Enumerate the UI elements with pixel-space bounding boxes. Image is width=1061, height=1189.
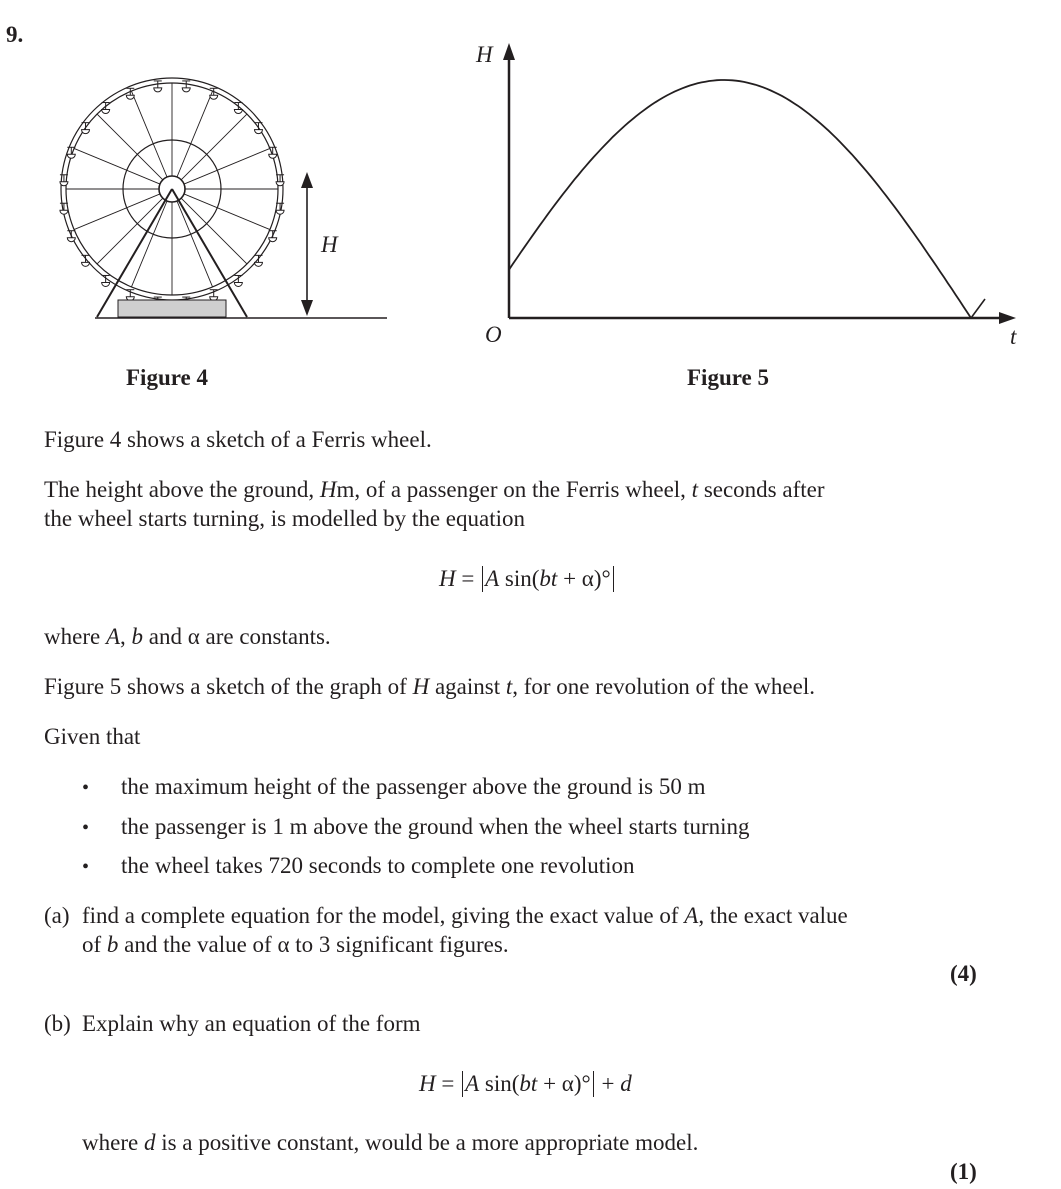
part-b-label: (b) <box>44 1011 71 1036</box>
part-a-marks: (4) <box>950 961 977 986</box>
wheel-spoke <box>131 201 167 287</box>
wheel-spoke <box>177 201 213 287</box>
bullet-marker-3: • <box>82 856 90 878</box>
origin-label: O <box>485 322 502 347</box>
wheel-spoke <box>184 194 270 230</box>
gondola-icon <box>182 81 190 92</box>
figure-5-graph <box>440 30 1040 360</box>
figure-4-caption: Figure 4 <box>126 365 208 390</box>
paragraph-constants: where A, b and α are constants. <box>44 624 331 649</box>
wheel-spoke <box>181 198 247 264</box>
gondola-icon <box>154 81 162 92</box>
question-number: 9. <box>6 22 24 47</box>
equation-1: H = A sin(bt + α)° <box>439 566 616 592</box>
bullet-item-1: the maximum height of the passenger above the ground is 50 m <box>121 774 706 799</box>
gondola-icon <box>102 275 110 286</box>
figure-5-caption: Figure 5 <box>687 365 769 390</box>
height-arrow-up-head <box>301 172 313 188</box>
part-a-label: (a) <box>44 903 70 928</box>
part-a-line2: of b and the value of α to 3 significant figures. <box>82 932 509 957</box>
wheel-spoke <box>181 114 247 180</box>
paragraph-height-line2: the wheel starts turning, is modelled by the equation <box>44 506 525 531</box>
H-curve <box>509 80 971 318</box>
paragraph-height-line1: The height above the ground, Hm, of a passenger on the Ferris wheel, t seconds after <box>44 477 825 502</box>
y-axis-label: H <box>476 42 493 67</box>
wheel-spoke <box>97 114 163 180</box>
gondola-icon <box>269 231 277 242</box>
part-b-line1: Explain why an equation of the form <box>82 1011 421 1036</box>
part-b-marks: (1) <box>950 1159 977 1184</box>
gondola-icon <box>82 255 90 266</box>
bullet-marker-2: • <box>82 817 90 839</box>
x-axis-label: t <box>1010 324 1017 349</box>
gondola-icon <box>254 255 262 266</box>
wheel-platform <box>118 300 226 317</box>
curve-end-tick <box>971 299 985 318</box>
wheel-spoke <box>177 91 213 177</box>
gondola-icon <box>126 290 134 301</box>
x-axis-arrowhead <box>999 312 1016 324</box>
paragraph-figure4-intro: Figure 4 shows a sketch of a Ferris wheel. <box>44 427 432 452</box>
wheel-spoke <box>131 91 167 177</box>
part-b-line2: where d is a positive constant, would be a more appropriate model. <box>82 1130 699 1155</box>
bullet-marker-1: • <box>82 777 90 799</box>
figure-4-label-H: H <box>321 232 338 257</box>
equation-2: H = A sin(bt + α)° + d <box>419 1071 632 1096</box>
paragraph-given-that: Given that <box>44 724 141 749</box>
bullet-item-2: the passenger is 1 m above the ground when the wheel starts turning <box>121 814 750 839</box>
wheel-spoke <box>74 194 160 230</box>
height-arrow-down-head <box>301 300 313 316</box>
wheel-spoke <box>74 148 160 184</box>
gondola-icon <box>234 275 242 286</box>
gondola-icon <box>67 231 75 242</box>
gondola-icon <box>210 290 218 301</box>
wheel-spoke <box>184 148 270 184</box>
figure-4-ferris-wheel <box>0 0 480 400</box>
bullet-item-3: the wheel takes 720 seconds to complete one revolution <box>121 853 635 878</box>
paragraph-figure5-intro: Figure 5 shows a sketch of the graph of H against t, for one revolution of the wheel. <box>44 674 815 699</box>
y-axis-arrowhead <box>503 43 515 60</box>
part-a-line1: find a complete equation for the model, giving the exact value of A, the exact value <box>82 903 848 928</box>
wheel-spoke <box>97 198 163 264</box>
